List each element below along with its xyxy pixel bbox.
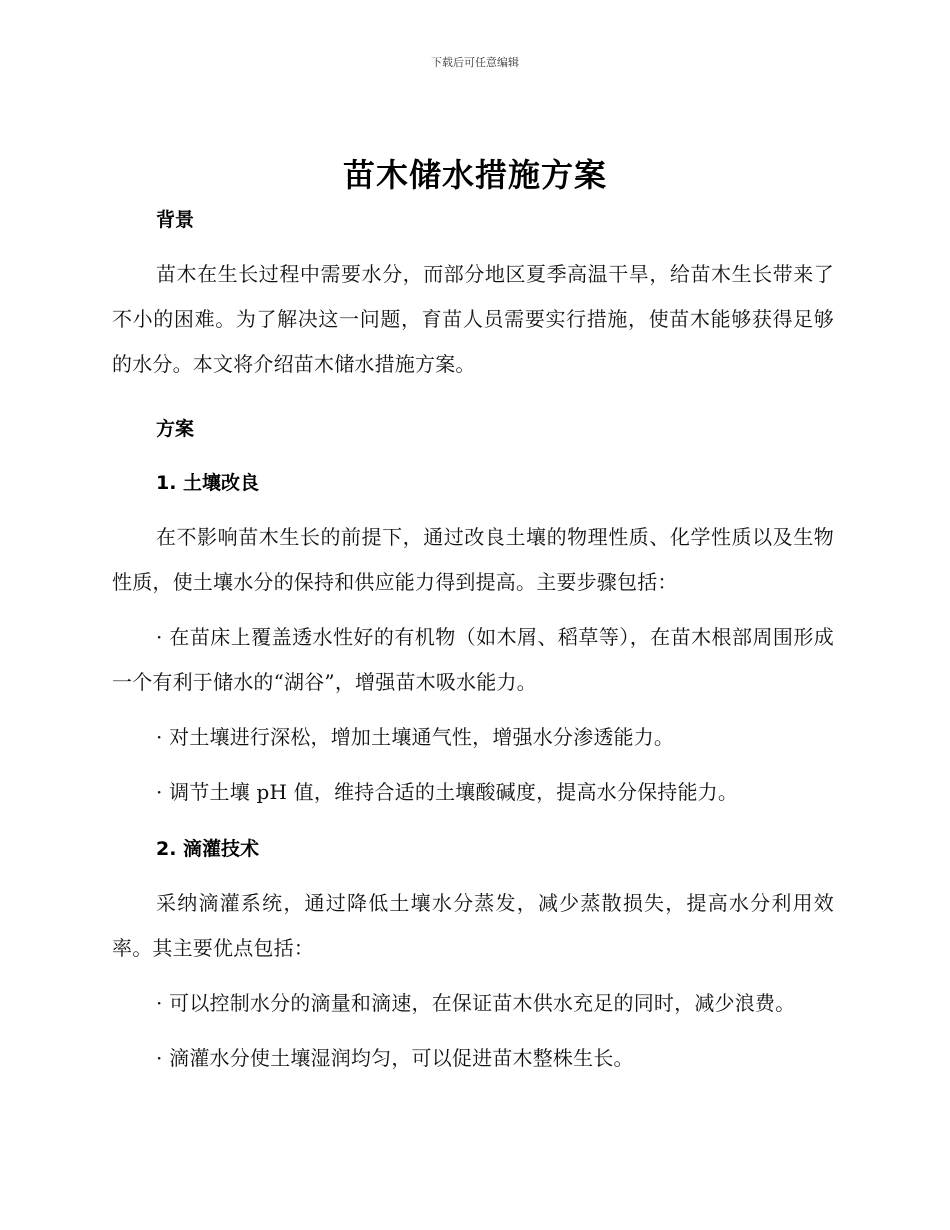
soil-bullet-item: · 在苗床上覆盖透水性好的有机物（如木屑、稻草等），在苗木根部周围形成一个有利于储水的“湖谷”，增强苗木吸水能力。: [112, 625, 834, 694]
drip-bullet-item: · 滴灌水分使土壤湿润均匀，可以促进苗木整株生长。: [156, 1046, 634, 1070]
soil-improvement-intro: 在不影响苗木生长的前提下，通过改良土壤的物理性质、化学性质以及生物性质，使土壤水分的保持和供应能力得到提高。主要步骤包括：: [112, 525, 834, 594]
background-paragraph: 苗木在生长过程中需要水分，而部分地区夏季高温干旱，给苗木生长带来了不小的困难。为了解决这一问题，育苗人员需要实行措施，使苗木能够获得足够的水分。本文将介绍苗木储水措施方案。: [112, 262, 834, 376]
soil-improvement-heading: 1. 土壤改良: [156, 472, 260, 494]
soil-bullet-item: · 对土壤进行深松，增加土壤通气性，增强水分渗透能力。: [156, 725, 675, 749]
document-title: 苗木储水措施方案: [342, 156, 607, 194]
soil-bullet-item: · 调节土壤 pH 值，维持合适的土壤酸碱度，提高水分保持能力。: [156, 780, 739, 804]
background-heading: 背景: [156, 209, 195, 231]
document-body: [112, 200, 834, 1081]
drip-irrigation-intro: 采纳滴灌系统，通过降低土壤水分蒸发，减少蒸散损失，提高水分利用效率。其主要优点包括：: [112, 891, 834, 960]
drip-irrigation-heading: 2. 滴灌技术: [156, 838, 260, 860]
plan-heading: 方案: [156, 418, 195, 440]
drip-bullet-item: · 可以控制水分的滴量和滴速，在保证苗木供水充足的同时，减少浪费。: [156, 991, 796, 1015]
header-note: 下载后可任意编辑: [431, 56, 519, 69]
